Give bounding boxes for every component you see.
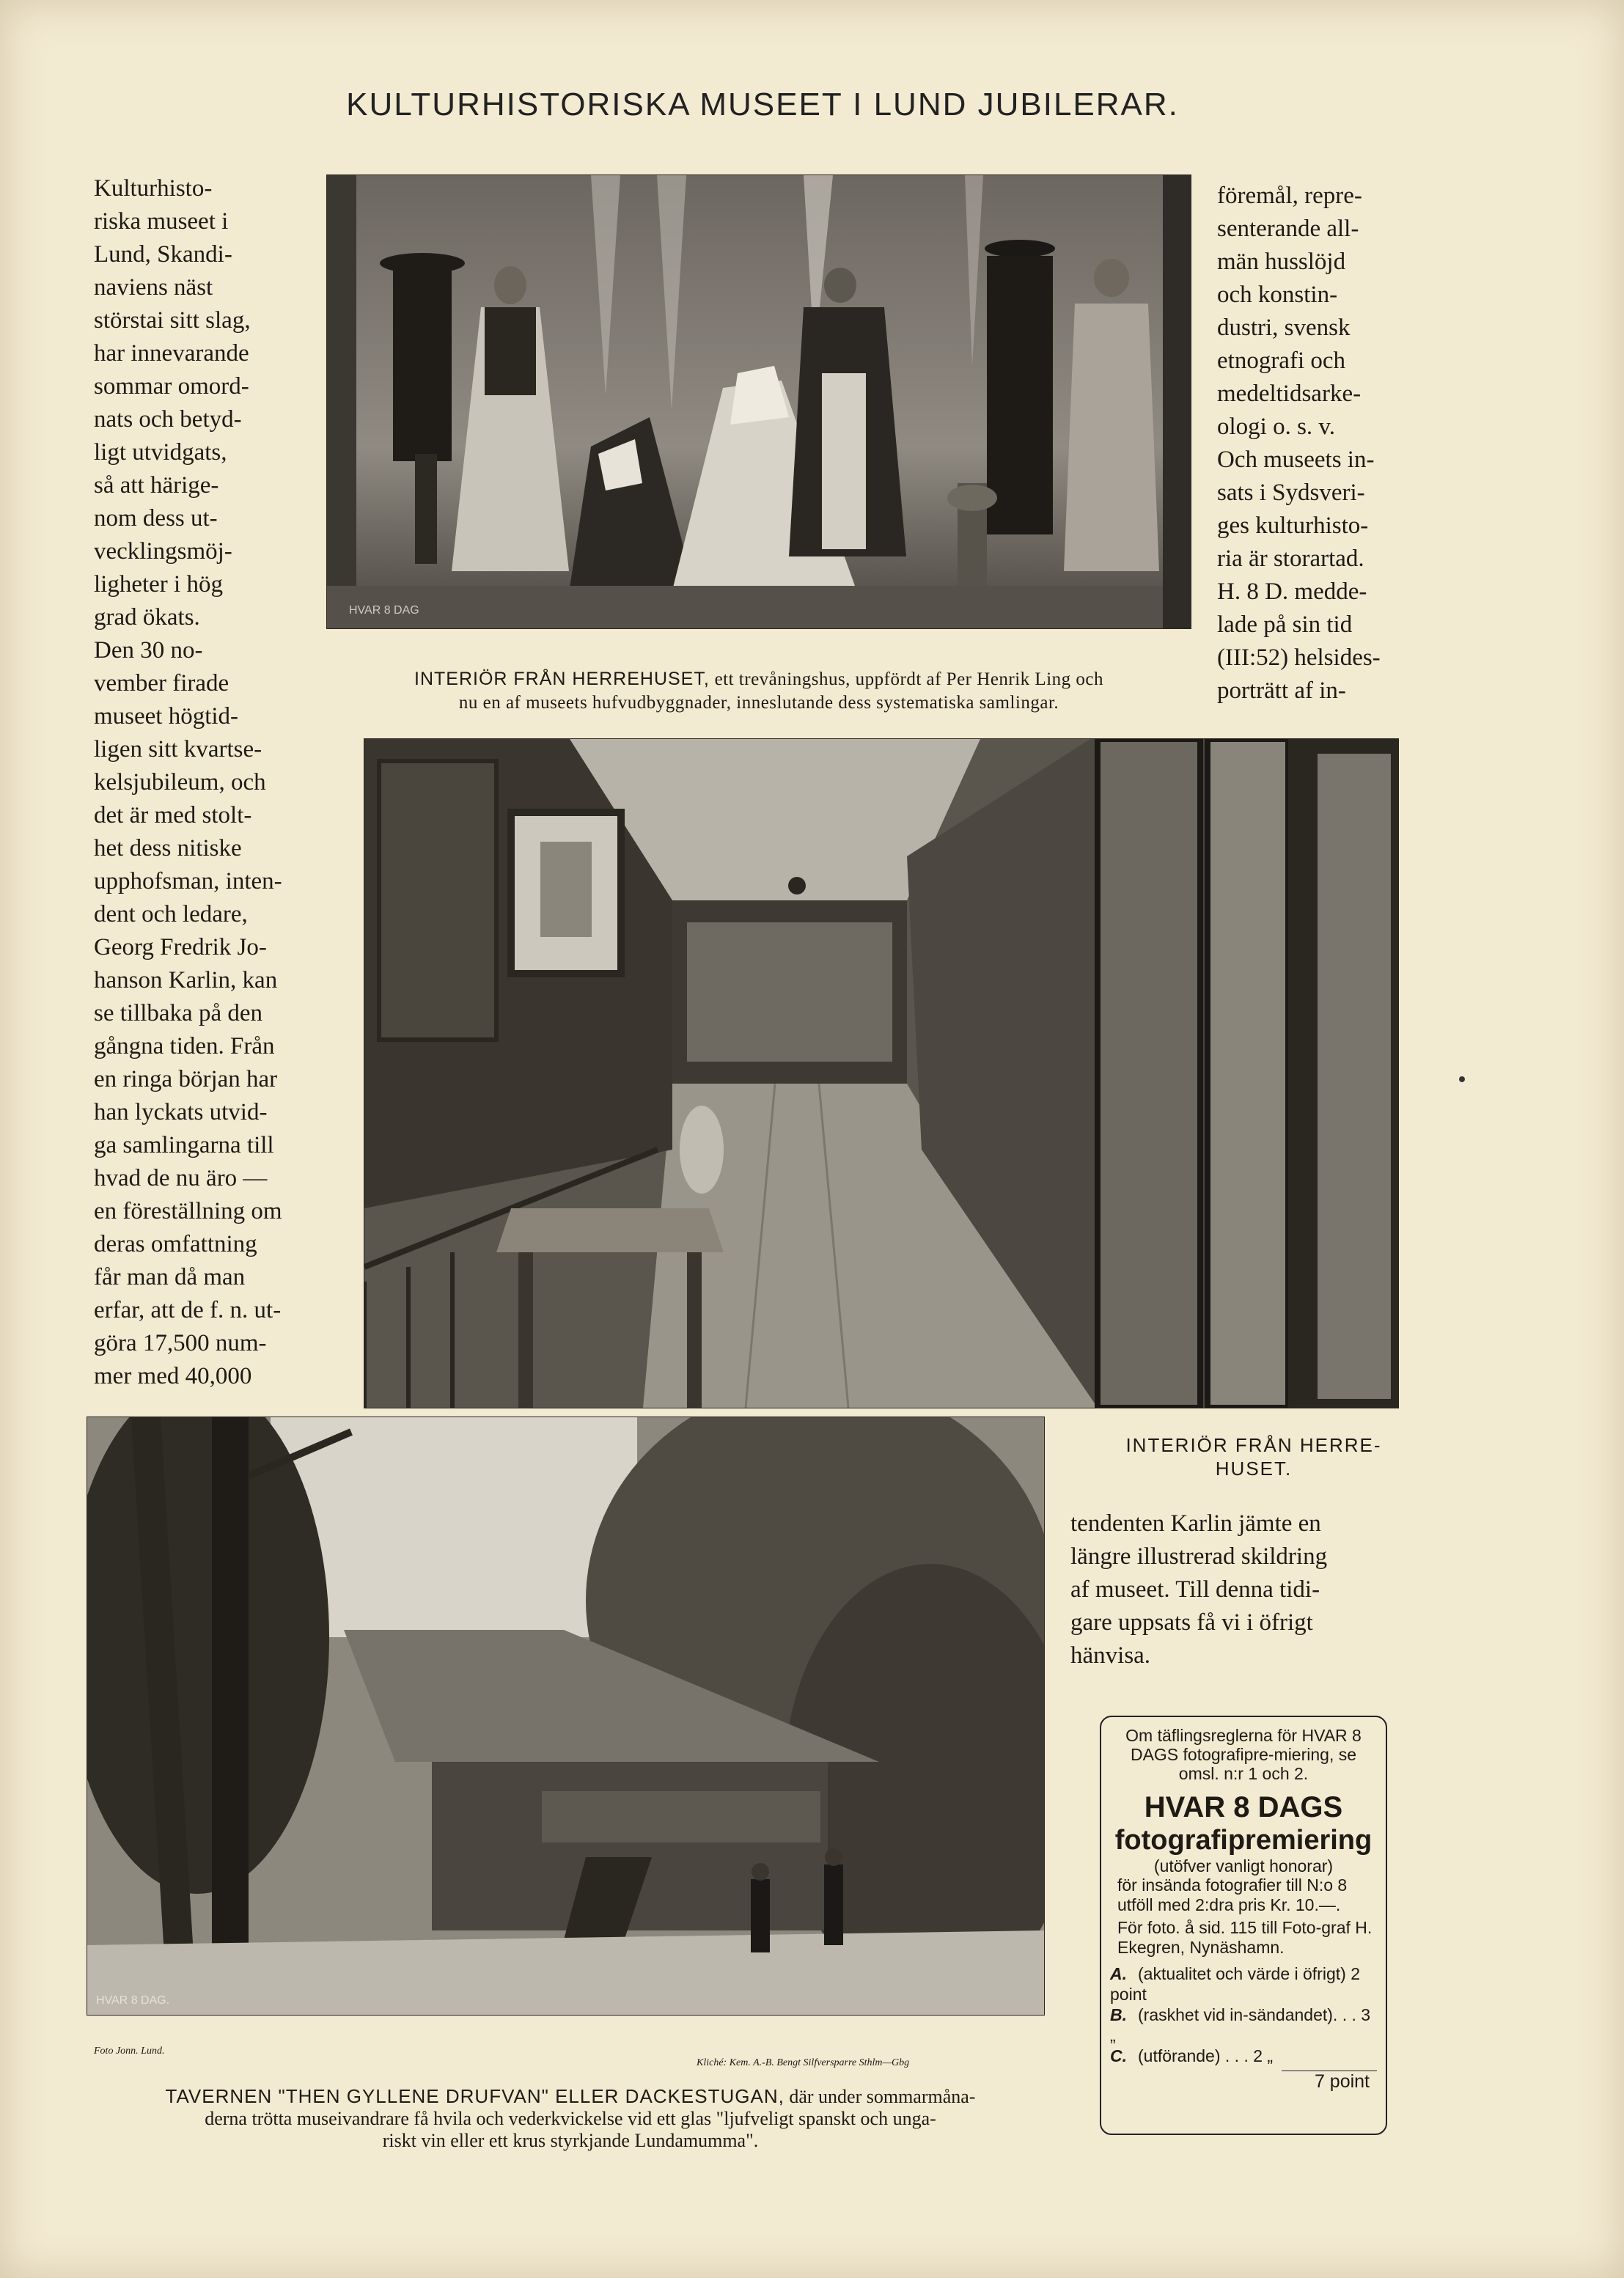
article-text-line: ria är storartad. — [1217, 545, 1364, 572]
photo3-caption-rest: där under sommarmåna- derna trötta museivandrare få hvila och vederkvickelse vid ett glas "ljufveligt spanskt och unga- riskt vin eller ett krus styrkjande Lundamumma". — [205, 2086, 976, 2151]
photo1-caption — [326, 644, 1191, 715]
article-text-line: ges kulturhisto- — [1217, 512, 1369, 539]
article-text-line: nom dess ut- — [94, 505, 218, 532]
article-text-line: vember firade — [94, 670, 229, 697]
photo-premium-notice — [1100, 1716, 1387, 2135]
article-text-line: H. 8 D. medde- — [1217, 578, 1367, 605]
notice-heading-2: fotografipremiering — [1114, 1825, 1373, 1856]
article-text-line: deras omfattning — [94, 1231, 257, 1257]
article-text-line: naviens näst — [94, 274, 213, 301]
article-left-column — [94, 172, 314, 1393]
photo-herrehuset-gallery — [364, 738, 1399, 1408]
photo3-caption-lead: TAVERNEN "THEN GYLLENE DRUFVAN" ELLER DACKESTUGAN, — [165, 2085, 785, 2107]
article-text-line: hvad de nu äro — — [94, 1165, 268, 1191]
article-text-line: Georg Fredrik Jo- — [94, 934, 267, 960]
article-text-line: göra 17,500 num- — [94, 1330, 267, 1356]
article-text-line: dent och ledare, — [94, 901, 248, 927]
article-text-line: ligt utvidgats, — [94, 439, 227, 466]
photo1-caption-rest: ett trevåningshus, uppfördt af Per Henrik Ling och nu en af museets hufvudbyggnader, inneslutande dess systematiska samlingar. — [458, 669, 1103, 713]
article-text-line: Kulturhisto- — [94, 175, 213, 202]
photo3-cliche-credit: Kliché: Kem. A.-B. Bengt Silfversparre Sthlm—Gbg — [697, 2057, 910, 2068]
notice-heading-1: HVAR 8 DAGS — [1144, 1791, 1343, 1823]
article-text-line: han lyckats utvid- — [94, 1099, 268, 1125]
notice-body-1: för insända fotografier till N:o 8 utföll med 2:dra pris Kr. 10.—. — [1117, 1875, 1348, 1914]
article-text-line: en ringa början har — [94, 1066, 278, 1092]
notice-point-b: B. (raskhet vid in-sändandet). . . 3 „ — [1110, 2005, 1371, 2045]
article-text-line: se tillbaka på den — [94, 1000, 263, 1026]
photo1-caption-lead: INTERIÖR FRÅN HERREHUSET, — [414, 669, 710, 689]
article-text-line: dustri, svensk — [1217, 315, 1351, 341]
article-text-line: och konstin- — [1217, 282, 1338, 308]
article-text-line: het dess nitiske — [94, 835, 242, 861]
photo3-photo-credit: Foto Jonn. Lund. — [94, 2046, 165, 2057]
article-text-line: erfar, att de f. n. ut- — [94, 1297, 282, 1323]
article-text-line: störstai sitt slag, — [94, 307, 251, 334]
page-title: KULTURHISTORISKA MUSEET I LUND JUBILERAR. — [346, 87, 1179, 122]
notice-subheading: (utöfver vanligt honorar) — [1153, 1856, 1334, 1875]
article-text-line: riska museet i — [94, 208, 229, 235]
notice-body-2: För foto. å sid. 115 till Foto-graf H. Ekegren, Nynäshamn. — [1117, 1918, 1373, 1957]
article-text-line: det är med stolt- — [94, 802, 252, 828]
article-text-line: Och museets in- — [1217, 447, 1375, 473]
article-text-line: mer med 40,000 — [94, 1363, 252, 1389]
article-text-line: (III:52) helsides- — [1217, 644, 1381, 671]
article-text-line: Lund, Skandi- — [94, 241, 232, 268]
article-text-line: ologi o. s. v. — [1217, 414, 1336, 440]
article-right-column — [1217, 180, 1437, 708]
article-text-line: upphofsman, inten- — [94, 868, 282, 894]
article-text-line: nats och betyd- — [94, 406, 242, 433]
photo3-watermark: HVAR 8 DAG. — [96, 1994, 170, 2007]
article-text-line: så att härige- — [94, 472, 219, 499]
article-text-line: porträtt af in- — [1217, 677, 1346, 704]
article-text-line: får man då man — [94, 1264, 246, 1290]
notice-point-c: C. (utförande) . . . 2 „ — [1110, 2046, 1274, 2065]
article-text-line: ligheter i hög — [94, 571, 223, 598]
article-text-line: hanson Karlin, kan — [94, 967, 278, 993]
article-text-line: sommar omord- — [94, 373, 249, 400]
article-text-line: etnografi och — [1217, 348, 1346, 374]
article-text-line: vecklingsmöj- — [94, 538, 232, 565]
article-text-line: har innevarande — [94, 340, 249, 367]
article-text-line: längre illustrerad skildring — [1070, 1543, 1328, 1570]
article-text-line: kelsjubileum, och — [94, 769, 266, 796]
photo-herrehuset-costumes — [326, 174, 1191, 629]
article-text-line: ga samlingarna till — [94, 1132, 274, 1158]
article-text-line: af museet. Till denna tidi- — [1070, 1576, 1320, 1603]
photo-tavern-dackestugan — [87, 1417, 1045, 2016]
article-text-line: en föreställning om — [94, 1198, 282, 1224]
article-right-column-lower — [1070, 1507, 1437, 1672]
article-text-line: museet högtid- — [94, 703, 239, 730]
article-text-line: föremål, repre- — [1217, 183, 1362, 209]
photo2-caption: INTERIÖR FRÅN HERRE- HUSET. — [1125, 1434, 1382, 1480]
notice-point-a: A. (aktualitet och värde i öfrigt) 2 point — [1110, 1964, 1360, 2004]
photo3-caption — [94, 2063, 1047, 2152]
article-text-line: hänvisa. — [1070, 1642, 1151, 1669]
notice-points — [1110, 1963, 1377, 2066]
article-text-line: gare uppsats få vi i öfrigt — [1070, 1609, 1313, 1636]
article-text-line: tendenten Karlin jämte en — [1070, 1510, 1321, 1537]
page-speck — [1459, 1076, 1465, 1082]
notice-intro: Om täflingsreglerna för HVAR 8 DAGS fotografipre-miering, se omsl. n:r 1 och 2. — [1125, 1726, 1362, 1783]
article-text-line: medeltidsarke- — [1217, 381, 1362, 407]
article-text-line: gångna tiden. Från — [94, 1033, 275, 1059]
article-text-line: Den 30 no- — [94, 637, 203, 664]
article-text-line: sats i Sydsveri- — [1217, 480, 1365, 506]
article-text-line: senterande all- — [1217, 216, 1359, 242]
article-text-line: män husslöjd — [1217, 249, 1346, 275]
article-text-line: lade på sin tid — [1217, 611, 1353, 638]
photo1-watermark: HVAR 8 DAG — [349, 604, 419, 617]
article-text-line: grad ökats. — [94, 604, 200, 631]
notice-total: 7 point — [1282, 2071, 1377, 2093]
article-text-line: ligen sitt kvartse- — [94, 736, 262, 763]
